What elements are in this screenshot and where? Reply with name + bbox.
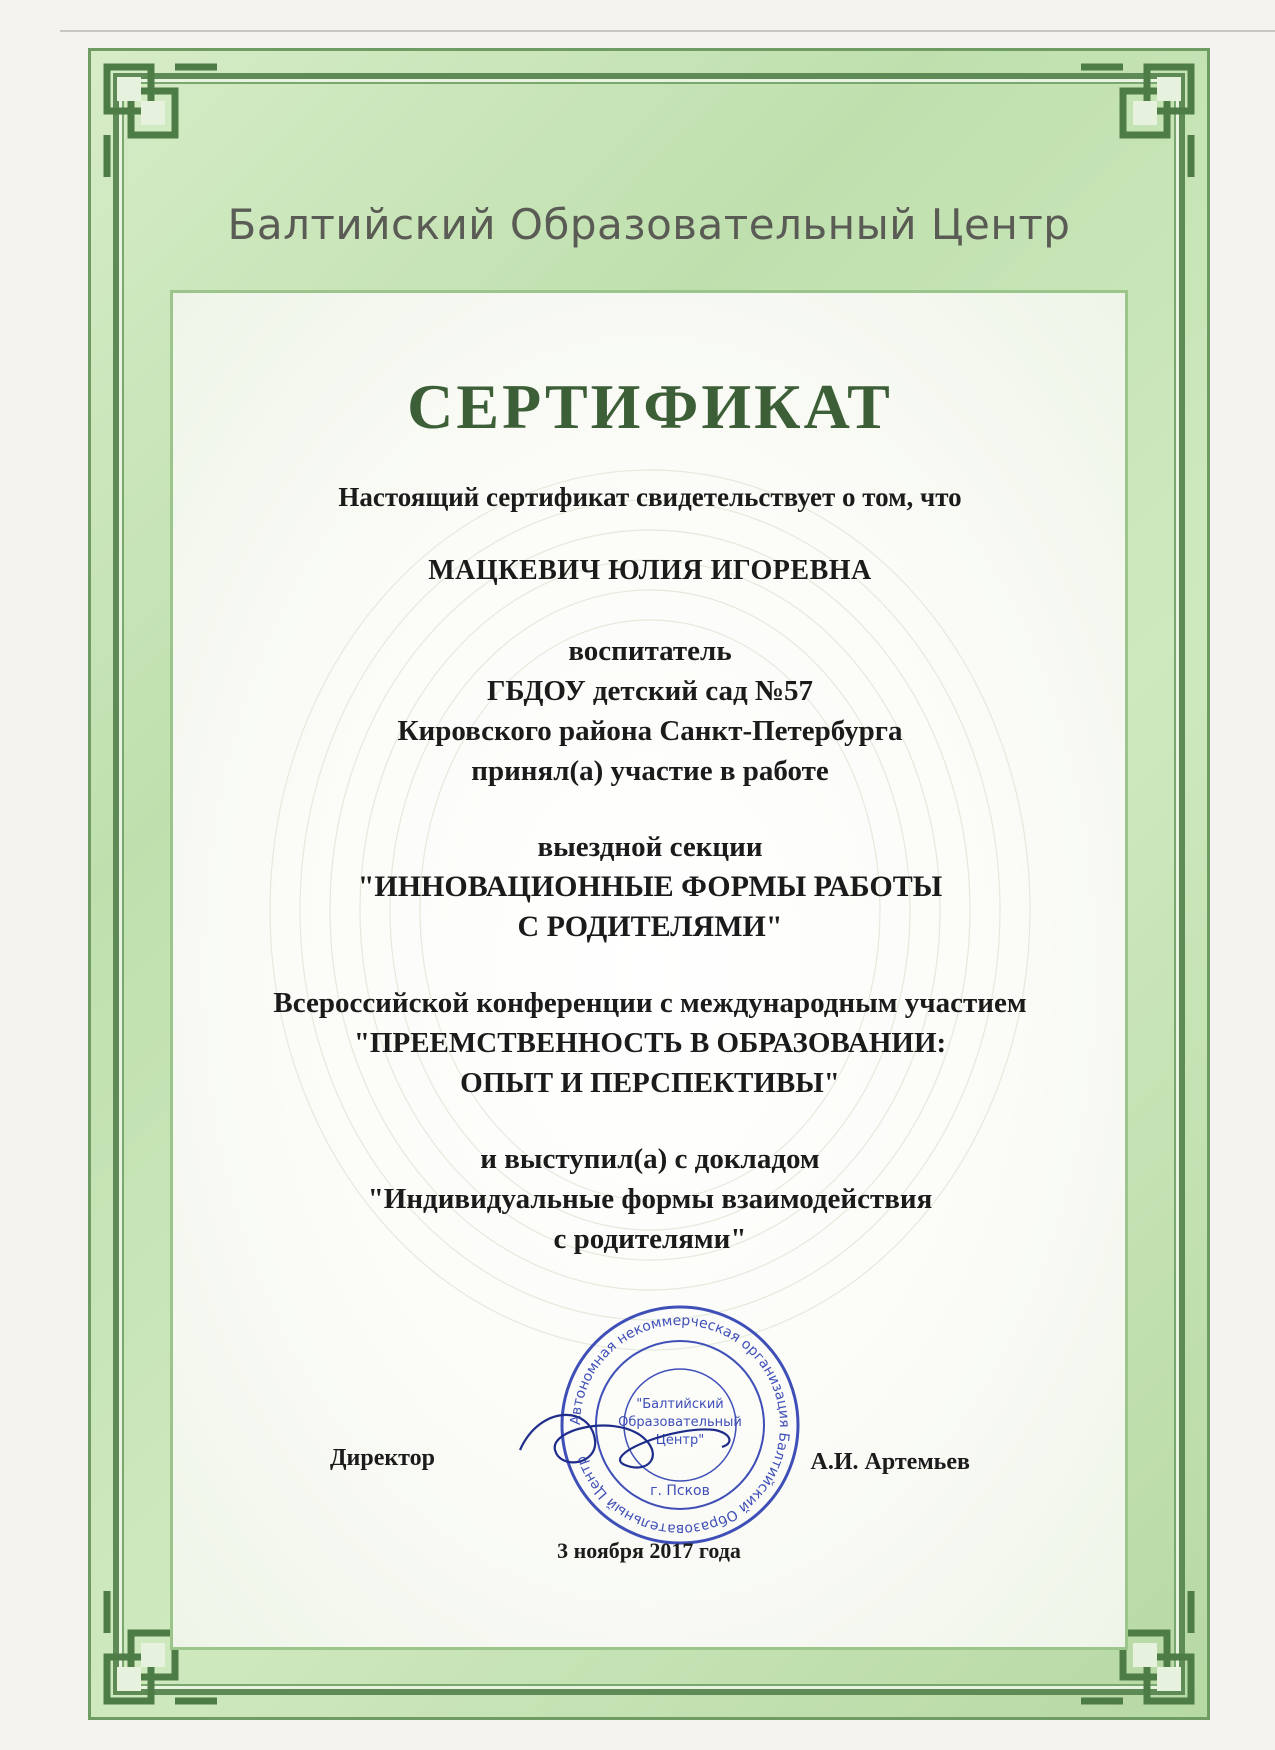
certificate-body: [230, 370, 1070, 1259]
section-title-line: С РОДИТЕЛЯМИ": [517, 910, 783, 943]
organization-title: Балтийский Образовательный Центр: [227, 200, 1071, 249]
report-title-line: с родителями": [553, 1223, 747, 1255]
director-name: А.И. Артемьев: [810, 1449, 970, 1475]
role-line: ГБДОУ детский сад №57: [486, 675, 814, 707]
report-label: и выступил(а) с докладом: [480, 1143, 820, 1175]
stamp-center-line: Центр": [655, 1433, 705, 1448]
role-line: Кировского района Санкт-Петербурга: [397, 715, 903, 747]
paper-edge-line: [60, 30, 1275, 32]
director-label: Директор: [330, 1445, 435, 1471]
signature-row: [330, 1435, 970, 1495]
intro-text: Настоящий сертификат свидетельствует о том, что: [338, 482, 962, 512]
role-line: воспитатель: [568, 635, 732, 667]
certificate-heading: СЕРТИФИКАТ: [407, 371, 893, 442]
report-title-line: "Индивидуальные формы взаимодействия: [367, 1183, 933, 1215]
stamp-center-line: "Балтийский: [636, 1397, 724, 1412]
stamp-center-line: Образовательный: [618, 1415, 742, 1430]
stamp-outer-text: Автономная некоммерческая организация Балтийский Образовательный Центр: [567, 1312, 793, 1538]
section-title-line: "ИННОВАЦИОННЫЕ ФОРМЫ РАБОТЫ: [357, 870, 943, 903]
conference-title-line: "ПРЕЕМСТВЕННОСТЬ В ОБРАЗОВАНИИ:: [353, 1027, 947, 1059]
stamp-city: г. Псков: [650, 1483, 710, 1499]
participant-name: МАЦКЕВИЧ ЮЛИЯ ИГОРЕВНА: [428, 555, 872, 586]
conference-label: Всероссийской конференции с международным участием: [273, 987, 1027, 1019]
issue-date: 3 ноября 2017 года: [557, 1538, 741, 1563]
corner-ornament-icon: [1071, 57, 1201, 187]
conference-title-line: ОПЫТ И ПЕРСПЕКТИВЫ": [460, 1067, 840, 1099]
role-line: принял(а) участие в работе: [471, 755, 829, 787]
section-label: выездной секции: [537, 831, 763, 863]
corner-ornament-icon: [97, 57, 227, 187]
